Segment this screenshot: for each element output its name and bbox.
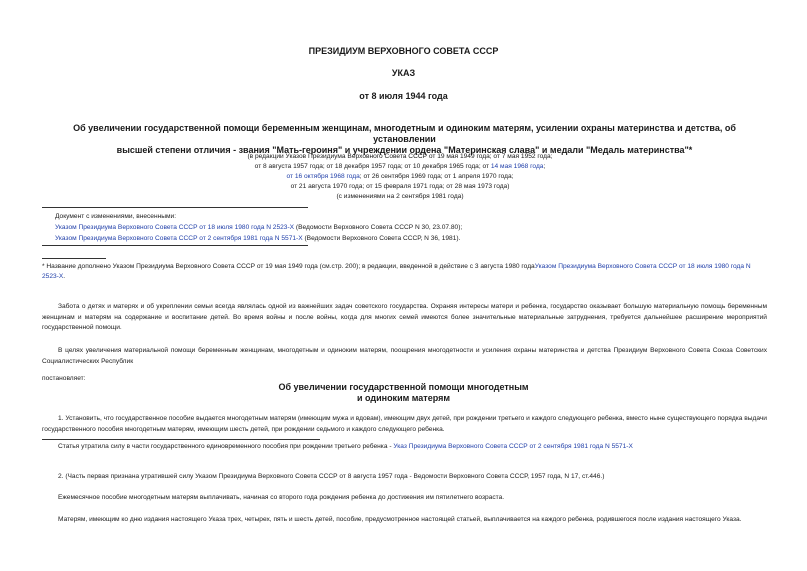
article-1-note-divider <box>42 439 320 440</box>
article-2-paragraph-2: Ежемесячное пособие многодетным матерям выплачивать, начиная со второго года рождения ребенка до достижения им пятилетнего возраста. <box>58 494 505 501</box>
section-heading-line-2: и одиноким матерям <box>356 393 451 403</box>
doc-type-heading: УКАЗ <box>391 68 416 78</box>
changes-bottom-divider <box>42 245 308 246</box>
redaction-line-1: (в редакции Указов Президиума Верховного Совета СССР от 19 мая 1949 года; от 7 мая 1952 года; <box>247 153 553 160</box>
changes-block <box>55 211 462 244</box>
redaction-line-5: (с изменениями на 2 сентября 1981 года) <box>336 193 464 200</box>
redaction-line-3 <box>200 172 600 182</box>
doc-date: от 8 июля 1944 года <box>359 91 448 101</box>
redaction-link-1968-oct[interactable]: от 16 октября 1968 года <box>286 173 360 180</box>
changes-link-1980[interactable]: Указом Президиума Верховного Совета СССР от 18 июля 1980 года N 2523-X <box>55 224 295 231</box>
article-1: 1. Установить, что государственное пособие выдается многодетным матерям (имеющим мужа и вдовам), имеющим двух детей, при рождении третьего и каждого следующего ребенка, вместо ныне существующего порядка выдачи государственного пособия многодетным матерям, имеющим шесть детей, при рождении седьмого и каждого следующего ребенка. <box>42 415 767 433</box>
changes-item-2-text: (Ведомости Верховного Совета СССР, N 36, 1981). <box>302 235 461 242</box>
redaction-line-4: от 21 августа 1970 года; от 15 февраля 1971 года; от 28 мая 1973 года) <box>290 183 510 190</box>
redaction-link-1968-may[interactable]: 14 мая 1968 года <box>490 163 544 170</box>
footnote-divider <box>42 258 106 259</box>
title-line-1: Об увеличении государственной помощи беременным женщинам, многодетным и одиноким матерям, усилении охраны материнства и детства, об установлении <box>73 123 736 144</box>
section-heading <box>0 382 807 404</box>
article-1-note-text: Статья утратила силу в части государственного единовременного пособия при рождении третьего ребенка - <box>58 443 394 450</box>
preamble-paragraph-1: Забота о детях и матерях и об укреплении семьи всегда являлась одной из важнейших задач советского государства. Охраняя интересы матери и ребенка, государство оказывает большую материальную помощь беременным женщинам и матерям на содержание и воспитание детей. Во время войны и после войны, когда для многих семей имеются более значительные материальные затруднения, требуется дальнейшее расширение мероприятий государственной помощи. <box>42 303 767 331</box>
redaction-line-2-end: ; <box>543 163 546 170</box>
redactions-block <box>200 152 600 202</box>
redaction-line-2 <box>200 162 600 172</box>
footnote-text: * Название дополнено Указом Президиума Верховного Совета СССР от 19 мая 1949 года (см.стр. 200); в редакции, введенной в действие с 3 августа 1980 года <box>42 263 535 270</box>
issuer-heading: ПРЕЗИДИУМ ВЕРХОВНОГО СОВЕТА СССР <box>308 46 499 56</box>
redaction-line-3-text: ; от 26 сентября 1969 года; от 1 апреля 1970 года; <box>359 173 514 180</box>
section-heading-line-1: Об увеличении государственной помощи многодетным <box>278 382 529 392</box>
changes-link-1981[interactable]: Указом Президиума Верховного Совета СССР от 2 сентября 1981 года N 5571-X <box>55 235 303 242</box>
footnote-link[interactable]: Указом Президиума Верховного Совета СССР от 18 июля 1980 года N 2523-X <box>42 263 751 280</box>
changes-item-1 <box>55 222 462 233</box>
redaction-line-2-text: от 8 августа 1957 года; от 18 декабря 1957 года; от 10 декабря 1965 года; от <box>254 163 491 170</box>
changes-top-divider <box>42 207 308 208</box>
decree-word: постановляет: <box>42 375 86 382</box>
title-line-2: высшей степени отличия - звания "Мать-героиня" и учреждении ордена "Материнская слава" и медали "Медаль материнства"* <box>116 145 693 155</box>
changes-item-1-text: (Ведомости Верховного Совета СССР N 30, 23.07.80); <box>294 224 463 231</box>
article-2: 2. (Часть первая признана утратившей силу Указом Президиума Верховного Совета СССР от 8 августа 1957 года - Ведомости Верховного Совета СССР, 1957 года, N 17, ст.446.) <box>58 473 605 480</box>
article-2-paragraph-3: Матерям, имеющим ко дню издания настоящего Указа трех, четырех, пять и шесть детей, пособие, предусмотренное настоящей статьей, выплачивается на каждого ребенка, родившегося после издания настоящего Указа. <box>58 516 742 523</box>
changes-heading: Документ с изменениями, внесенными: <box>55 213 177 220</box>
article-1-note <box>58 443 633 450</box>
changes-item-2 <box>55 233 462 244</box>
title-footnote <box>42 262 767 282</box>
footnote-end: . <box>63 273 66 280</box>
article-1-note-link[interactable]: Указ Президиума Верховного Совета СССР от 2 сентября 1981 года N 5571-X <box>393 443 633 450</box>
preamble-paragraph-2: В целях увеличения материальной помощи беременным женщинам, многодетным и одиноким матерям, поощрения многодетности и усиления охраны материнства и детства Президиум Верховного Совета Союза Советских Социалистических Республик <box>42 347 767 365</box>
